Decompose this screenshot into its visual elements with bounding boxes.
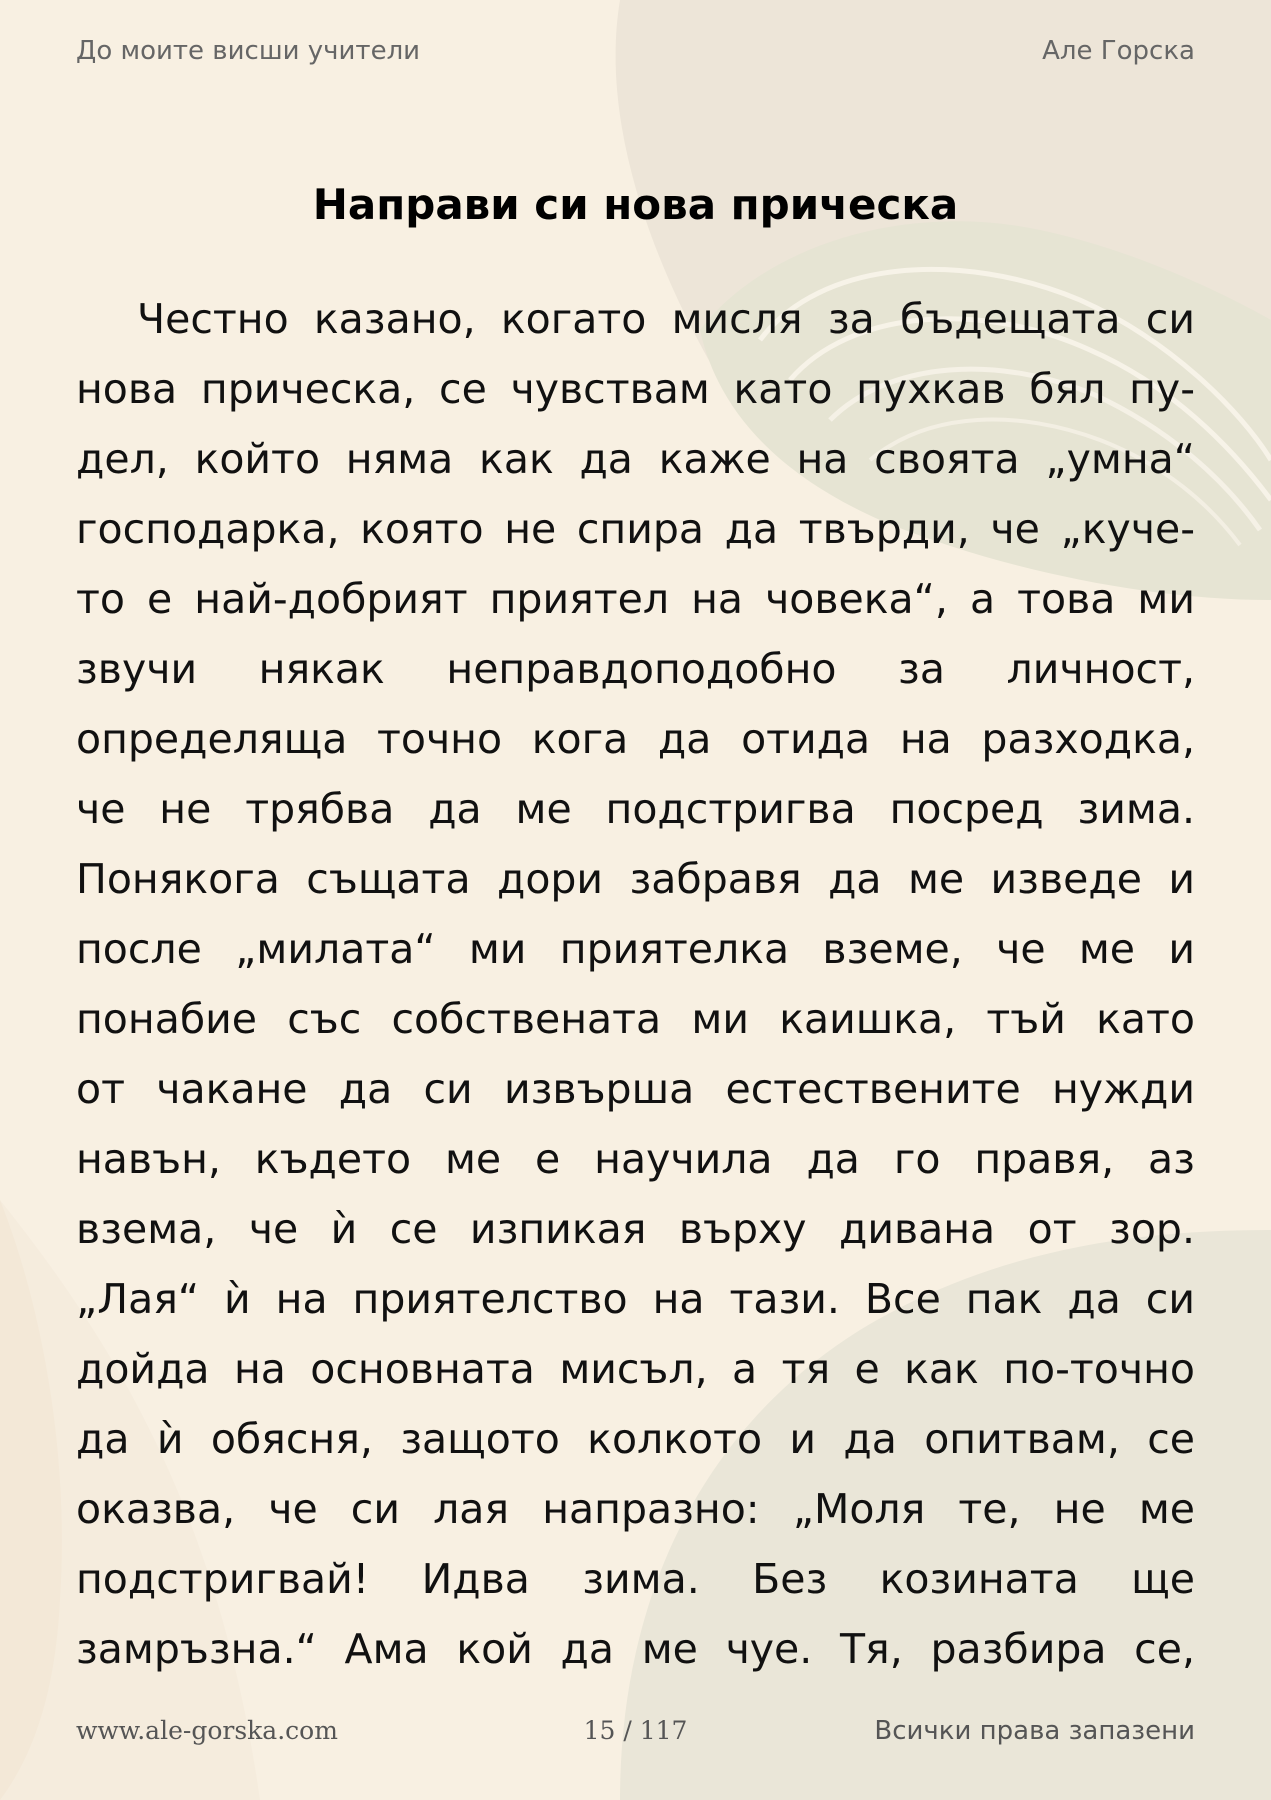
footer-website: www.ale-gorska.com <box>76 1716 338 1745</box>
body-line: господарка, която не спира да твърди, че „куче- <box>76 505 1195 553</box>
header-book-title: До моите висши учители <box>76 36 421 66</box>
chapter-title: Направи си нова прическа <box>312 180 959 229</box>
body-line: да ѝ обясня, защото колкото и да опитвам, се <box>76 1415 1195 1463</box>
body-line: от чакане да си извърша естествените нужди <box>76 1065 1195 1113</box>
body-line: че не трябва да ме подстригва посред зима. <box>76 785 1195 833</box>
body-line: понабие със собствената ми каишка, тъй като <box>76 995 1195 1043</box>
body-line: дойда на основната мисъл, а тя е как по-точно <box>76 1345 1195 1393</box>
body-line: определяща точно кога да отида на разходка, <box>76 715 1195 763</box>
body-line: Честно казано, когато мисля за бъдещата си <box>137 295 1195 343</box>
body-line: замръзна.“ Ама кой да ме чуе. Тя, разбира се, <box>76 1625 1195 1673</box>
body-line: оказва, че си лая напразно: „Моля те, не ме <box>76 1485 1195 1533</box>
body-line: после „милата“ ми приятелка вземе, че ме и <box>76 925 1195 973</box>
body-line: навън, където ме е научила да го правя, аз <box>76 1135 1195 1183</box>
body-line: Понякога същата дори забравя да ме изведе и <box>76 855 1195 903</box>
header-author: Але Горска <box>1042 36 1195 66</box>
body-text <box>76 284 1195 1684</box>
body-line: звучи някак неправдоподобно за личност, <box>76 645 1195 693</box>
body-line: подстригвай! Идва зима. Без козината ще <box>76 1555 1195 1603</box>
body-line: то е най-добрият приятел на човека“, а това ми <box>76 575 1195 623</box>
body-line: дел, който няма как да каже на своята „умна“ <box>76 435 1195 483</box>
body-line: „Лая“ ѝ на приятелство на тази. Все пак да си <box>76 1275 1195 1323</box>
footer-page-number: 15 / 117 <box>583 1716 688 1745</box>
body-line: взема, че ѝ се изпикая върху дивана от зор. <box>76 1205 1195 1253</box>
body-line: нова прическа, се чувствам като пухкав бял пу- <box>76 365 1195 413</box>
footer-rights: Всички права запазени <box>874 1716 1195 1746</box>
